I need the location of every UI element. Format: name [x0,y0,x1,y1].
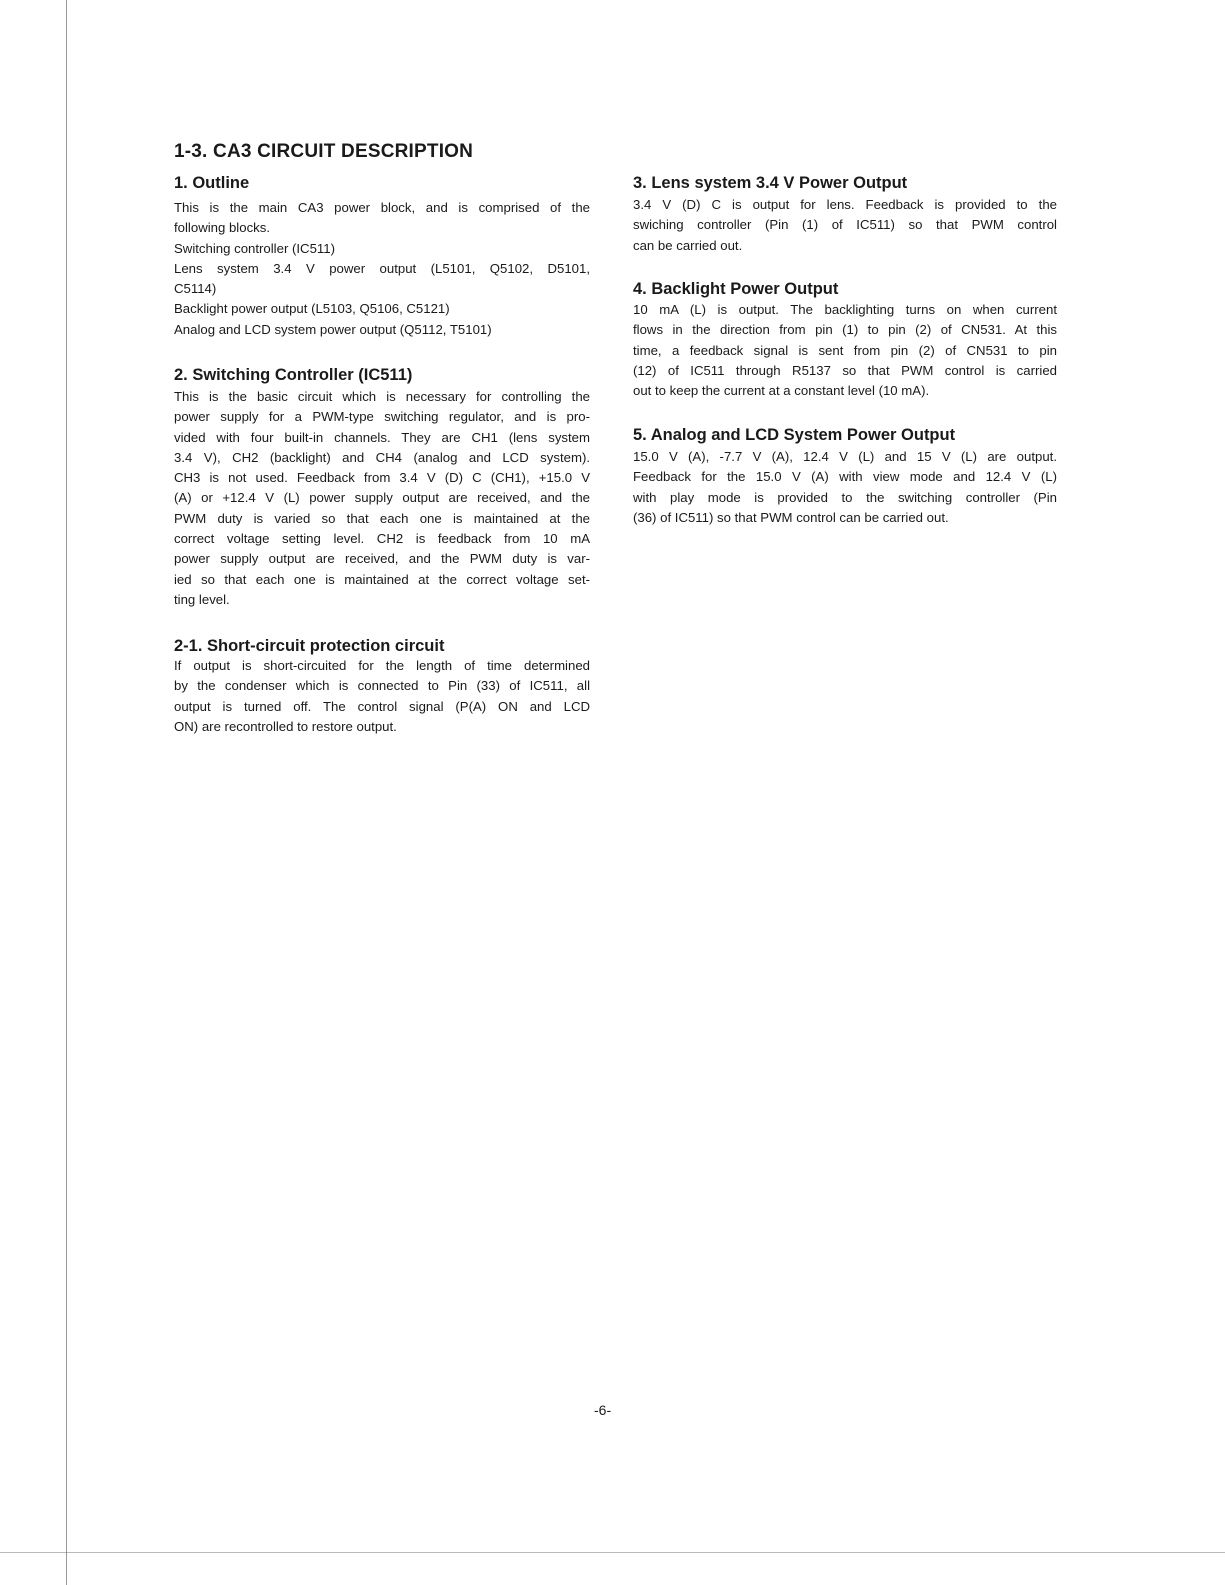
switching-line: PWM duty is varied so that each one is maintained at the [174,510,590,526]
switching-line: ting level. [174,591,230,607]
outline-text [174,198,590,340]
switching-line: power supply for a PWM-type switching regulator, and is pro- [174,409,590,425]
heading-switching-controller: 2. Switching Controller (IC511) [174,366,413,384]
lens-line: can be carried out. [633,237,743,253]
lens-system-text [633,195,1057,256]
switching-line: (A) or +12.4 V (L) power supply output are received, and the [174,490,590,506]
short-circuit-line: by the condenser which is connected to Pin (33) of IC511, all [174,678,590,694]
backlight-line: time, a feedback signal is sent from pin (2) of CN531 to pin [633,342,1057,358]
binding-margin-line [66,0,67,1585]
switching-line: 3.4 V), CH2 (backlight) and CH4 (analog and LCD system). [174,449,590,465]
switching-line: CH3 is not used. Feedback from 3.4 V (D) C (CH1), +15.0 V [174,470,590,486]
heading-analog-lcd: 5. Analog and LCD System Power Output [633,426,956,444]
outline-line: Analog and LCD system power output (Q5112, T5101) [174,321,492,337]
short-circuit-line: If output is short-circuited for the length of time determined [174,658,590,673]
short-circuit-text [174,656,590,737]
outline-line: Switching controller (IC511) [174,240,335,256]
lens-line: 3.4 V (D) C is output for lens. Feedback is provided to the [633,197,1057,212]
backlight-line: (12) of IC511 through R5137 so that PWM control is carried [633,362,1057,378]
switching-line: vided with four built-in channels. They are CH1 (lens system [174,429,590,445]
analog-lcd-text [633,447,1057,528]
switching-controller-text [174,387,590,610]
page-number: -6- [594,1402,612,1418]
backlight-line: out to keep the current at a constant level (10 mA). [633,383,930,399]
analog-line: with play mode is provided to the switching controller (Pin [633,489,1057,505]
backlight-line: 10 mA (L) is output. The backlighting turns on when current [633,302,1057,317]
heading-outline: 1. Outline [174,174,250,192]
backlight-text [633,300,1057,401]
backlight-line: flows in the direction from pin (1) to pin (2) of CN531. At this [633,322,1057,338]
outline-line: This is the main CA3 power block, and is comprised of the [174,200,590,215]
switching-line: This is the basic circuit which is necessary for controlling the [174,389,590,404]
outline-line: C5114) [174,281,217,297]
lens-line: swiching controller (Pin (1) of IC511) so that PWM control [633,217,1057,233]
heading-lens-system: 3. Lens system 3.4 V Power Output [633,174,908,192]
bottom-scan-rule [0,1552,1225,1553]
analog-line: Feedback for the 15.0 V (A) with view mode and 12.4 V (L) [633,469,1057,485]
analog-line: 15.0 V (A), -7.7 V (A), 12.4 V (L) and 15 V (L) are output. [633,449,1057,464]
page-title: 1-3. CA3 CIRCUIT DESCRIPTION [174,141,474,162]
outline-line: following blocks. [174,220,271,236]
short-circuit-line: output is turned off. The control signal (P(A) ON and LCD [174,698,590,714]
outline-line: Backlight power output (L5103, Q5106, C5121) [174,301,450,317]
outline-line: Lens system 3.4 V power output (L5101, Q5102, D5101, [174,260,590,276]
analog-line: (36) of IC511) so that PWM control can be carried out. [633,509,949,525]
short-circuit-line: ON) are recontrolled to restore output. [174,718,397,734]
heading-short-circuit: 2-1. Short-circuit protection circuit [174,637,445,655]
heading-backlight: 4. Backlight Power Output [633,280,839,298]
switching-line: ied so that each one is maintained at the correct voltage set- [174,571,590,587]
switching-line: power supply output are received, and the PWM duty is var- [174,551,590,567]
switching-line: correct voltage setting level. CH2 is feedback from 10 mA [174,531,590,547]
